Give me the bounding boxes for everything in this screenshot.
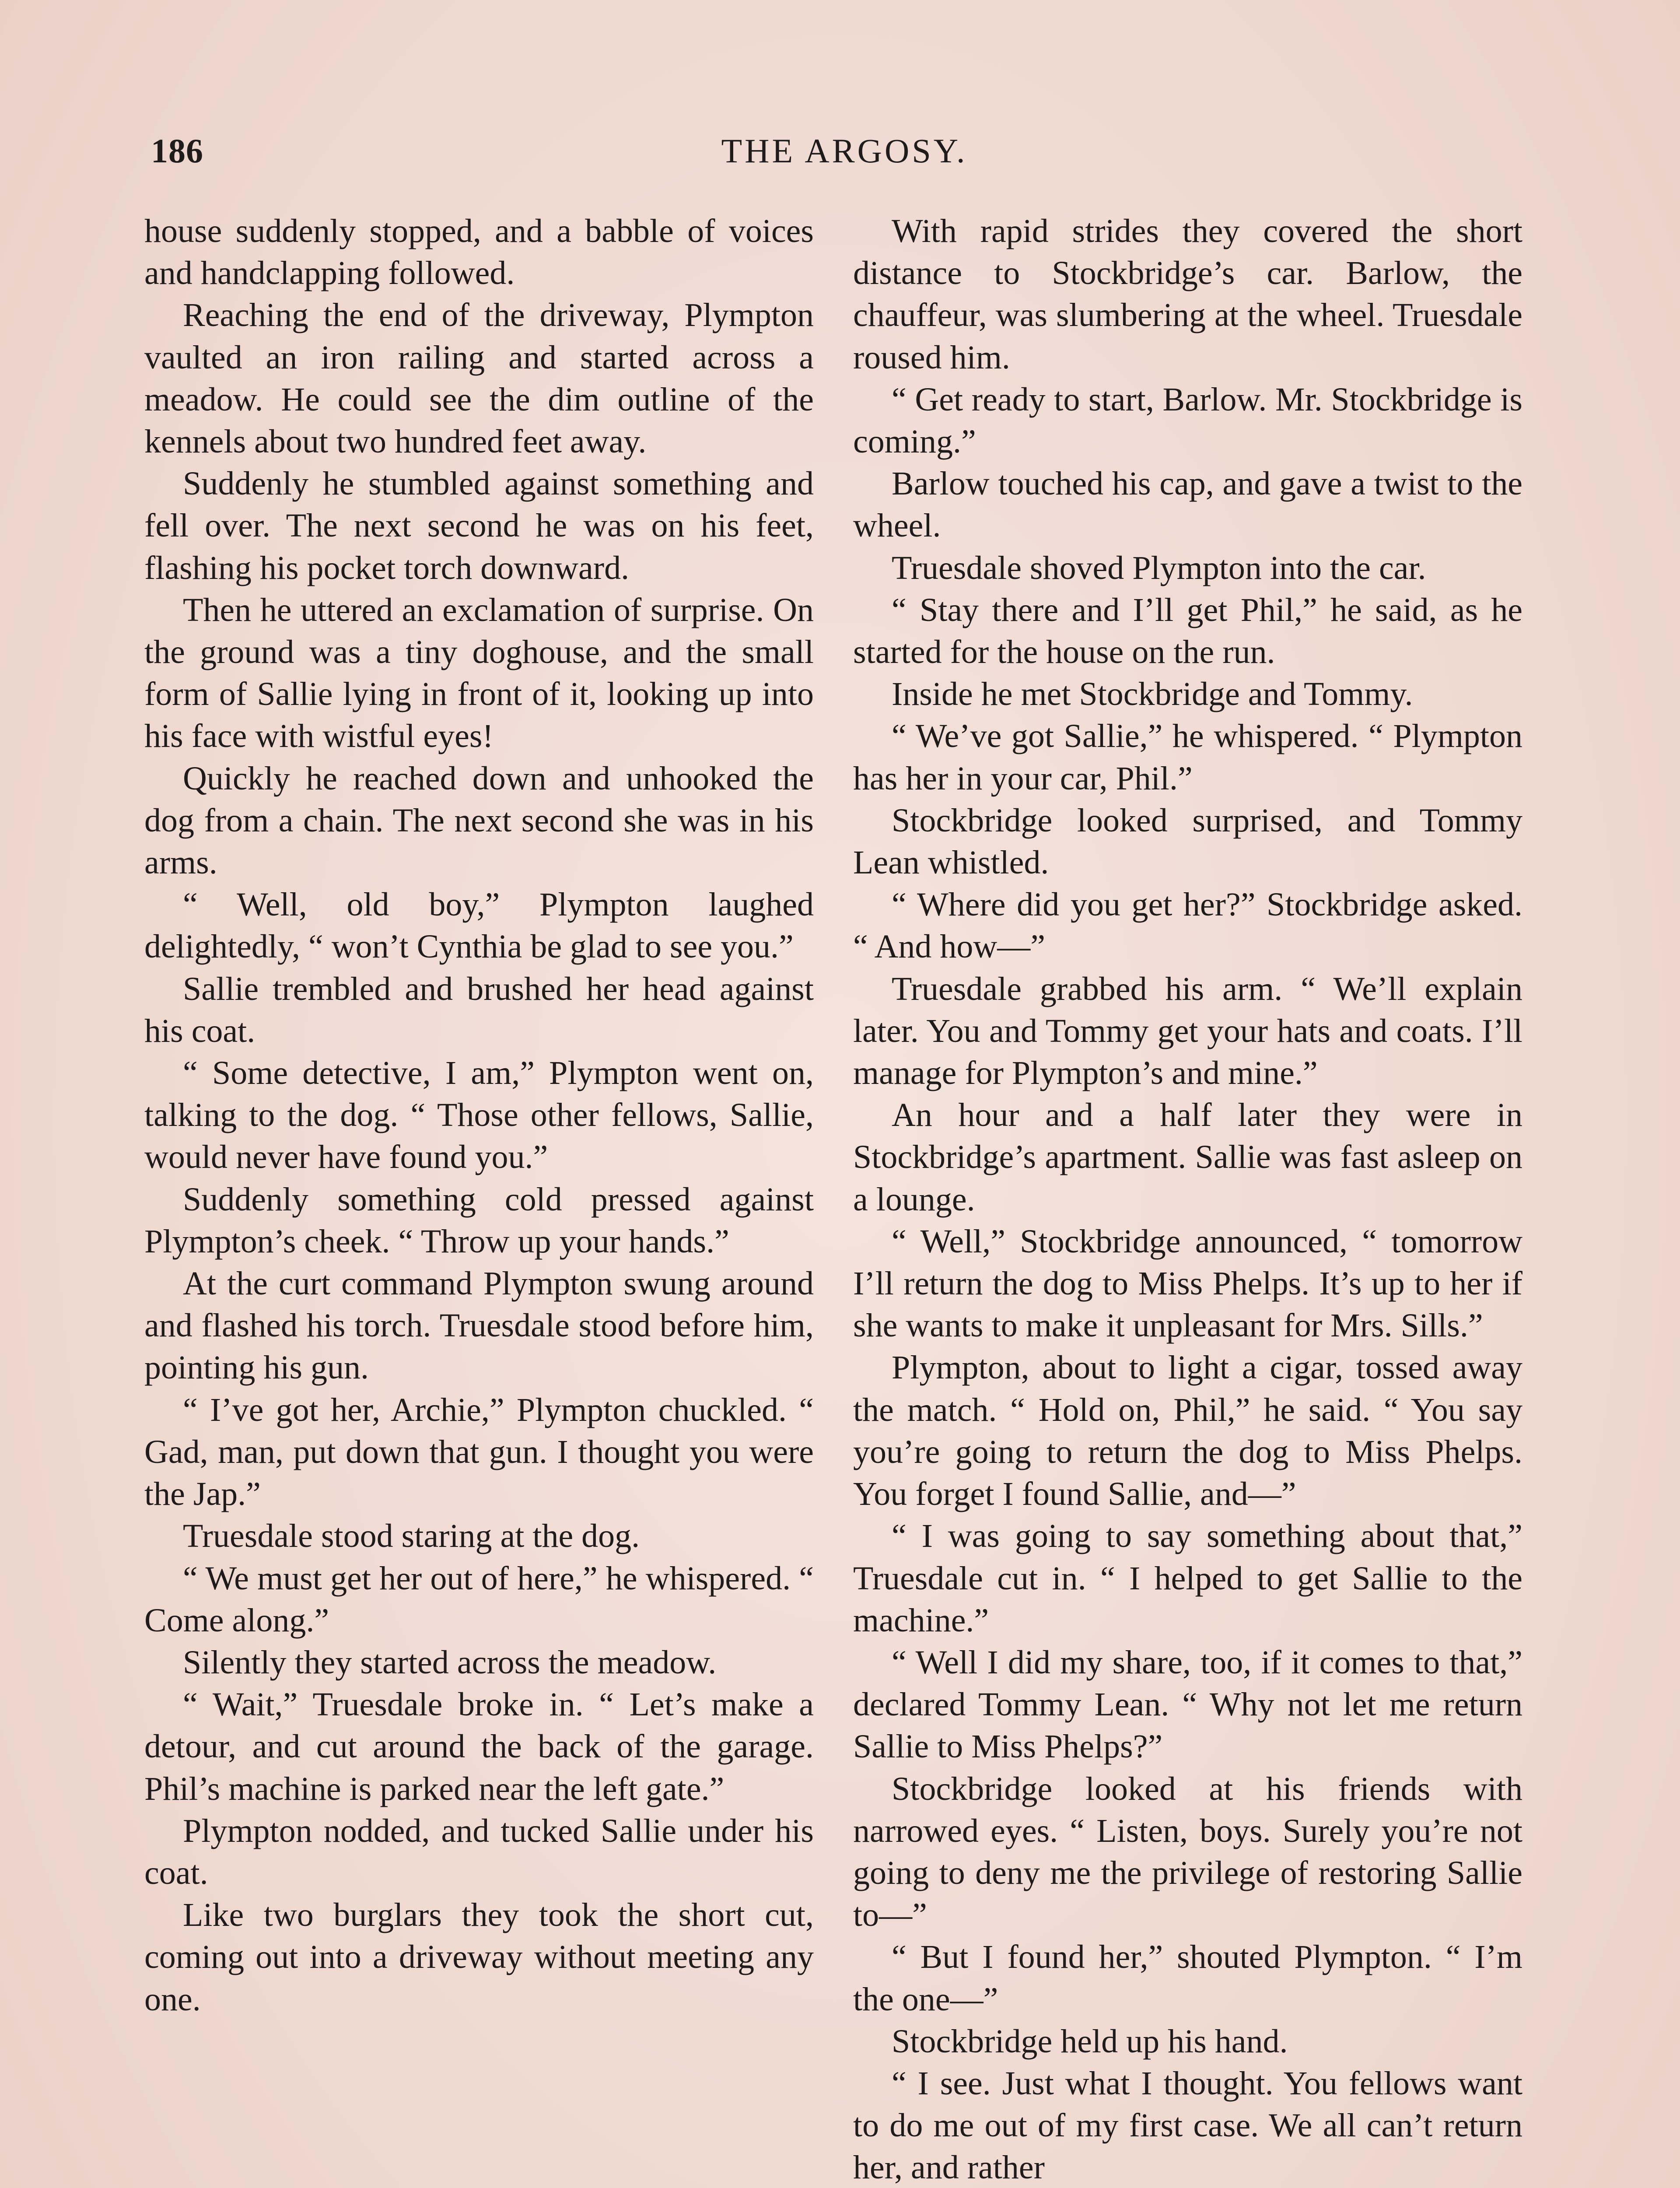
paragraph: “ Well,” Stockbridge announced, “ tomorrow I’ll return the dog to Miss Phelps. It’s up to her if she wants to make it unpleasant for Mrs. Sills.”	[853, 1223, 1522, 1344]
paragraph: “ We must get her out of here,” he whispered. “ Come along.”	[144, 1560, 814, 1639]
paragraph: Sallie trembled and brushed her head against his coat.	[144, 970, 814, 1049]
paragraph: “ Get ready to start, Barlow. Mr. Stockbridge is coming.”	[853, 381, 1522, 460]
paragraph: “ Well I did my share, too, if it comes to that,” declared Tommy Lean. “ Why not let me return Sallie to Miss Phelps?”	[853, 1644, 1522, 1765]
page-header	[151, 131, 1538, 179]
paragraph: Silently they started across the meadow.	[183, 1644, 717, 1681]
paragraph: Suddenly something cold pressed against Plympton’s cheek. “ Throw up your hands.”	[144, 1181, 814, 1260]
paragraph: Quickly he reached down and unhooked the dog from a chain. The next second she was in his arms.	[144, 760, 814, 881]
paragraph: “ Where did you get her?” Stockbridge asked. “ And how—”	[853, 886, 1522, 965]
paragraph: “ We’ve got Sallie,” he whispered. “ Plympton has her in your car, Phil.”	[853, 718, 1522, 797]
paragraph: At the curt command Plympton swung around and flashed his torch. Truesdale stood before him, pointing his gun.	[144, 1265, 814, 1386]
paragraph: Truesdale stood staring at the dog.	[183, 1518, 640, 1555]
paragraph: Truesdale grabbed his arm. “ We’ll explain later. You and Tommy get your hats and coats. I’ll manage for Plympton’s and mine.”	[853, 970, 1522, 1092]
paragraph: Like two burglars they took the short cut, coming out into a driveway without meeting any one.	[144, 1897, 814, 2018]
paragraph: Stockbridge looked surprised, and Tommy Lean whistled.	[853, 802, 1522, 881]
paragraph: “ Some detective, I am,” Plympton went on, talking to the dog. “ Those other fellows, Sallie, would never have found you.”	[144, 1055, 814, 1176]
paragraph: house suddenly stopped, and a babble of voices and handclapping followed.	[144, 213, 814, 292]
paragraph: Then he uttered an exclamation of surprise. On the ground was a tiny doghouse, and the small form of Sallie lying in front of it, looking up into his face with wistful eyes!	[144, 591, 814, 755]
paragraph: Barlow touched his cap, and gave a twist to the wheel.	[853, 465, 1522, 544]
page-number: 186	[151, 132, 203, 170]
paragraph: “ I’ve got her, Archie,” Plympton chuckled. “ Gad, man, put down that gun. I thought you were the Jap.”	[144, 1391, 814, 1513]
paragraph: “ But I found her,” shouted Plympton. “ I’m the one—”	[853, 1939, 1522, 2018]
paragraph: An hour and a half later they were in Stockbridge’s apartment. Sallie was fast asleep on a lounge.	[853, 1097, 1522, 1218]
paragraph: Stockbridge held up his hand.	[892, 2023, 1288, 2060]
paragraph: Stockbridge looked at his friends with narrowed eyes. “ Listen, boys. Surely you’re not going to deny me the privilege of restoring Sallie to—”	[853, 1770, 1522, 1934]
paragraph: Plympton nodded, and tucked Sallie under his coat.	[144, 1812, 814, 1891]
paragraph: Suddenly he stumbled against something and fell over. The next second he was on his feet, flashing his pocket torch downward.	[144, 465, 814, 586]
paragraph: “ Well, old boy,” Plympton laughed delightedly, “ won’t Cynthia be glad to see you.”	[144, 886, 814, 965]
paragraph: “ Wait,” Truesdale broke in. “ Let’s make a detour, and cut around the back of the garage. Phil’s machine is parked near the left gate.”	[144, 1686, 814, 1807]
running-title: THE ARGOSY.	[721, 132, 968, 170]
paragraph: Reaching the end of the driveway, Plympton vaulted an iron railing and started across a meadow. He could see the dim outline of the kennels about two hundred feet away.	[144, 297, 814, 460]
left-column	[144, 210, 814, 2020]
paragraph: Inside he met Stockbridge and Tommy.	[892, 676, 1413, 713]
right-column	[853, 210, 1522, 2188]
paragraph: Truesdale shoved Plympton into the car.	[892, 549, 1426, 586]
paragraph: “ I was going to say something about that,” Truesdale cut in. “ I helped to get Sallie to the machine.”	[853, 1518, 1522, 1639]
paragraph: “ I see. Just what I thought. You fellows want to do me out of my first case. We all can’t return her, and rather	[853, 2065, 1522, 2186]
paragraph: With rapid strides they covered the short distance to Stockbridge’s car. Barlow, the chauffeur, was slumbering at the wheel. Truesdale roused him.	[853, 213, 1522, 376]
paragraph: “ Stay there and I’ll get Phil,” he said, as he started for the house on the run.	[853, 591, 1522, 671]
paragraph: Plympton, about to light a cigar, tossed away the match. “ Hold on, Phil,” he said. “ You say you’re going to return the dog to Miss Phelps. You forget I found Sallie, and—”	[853, 1349, 1522, 1513]
